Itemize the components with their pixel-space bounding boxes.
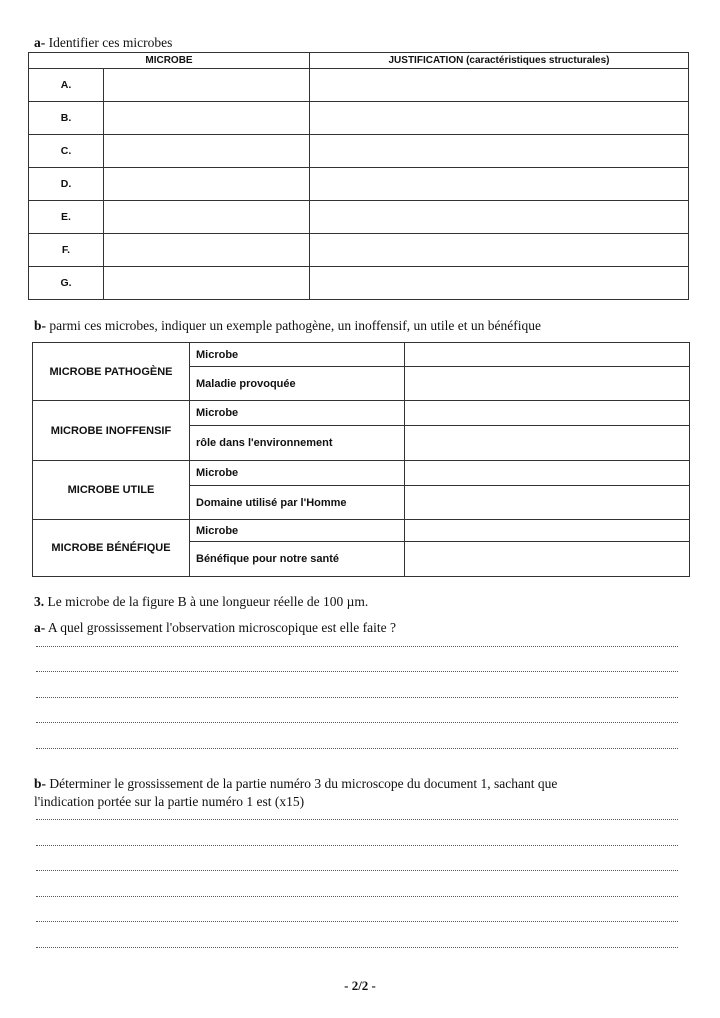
category-benefique: MICROBE BÉNÉFIQUE [33,520,190,577]
table-row [29,267,689,300]
justification-cell[interactable] [310,102,689,135]
header-justification: JUSTIFICATION (caractéristiques structurales) [310,53,689,69]
question-3a-label: a- [34,620,46,635]
table-row [29,69,689,102]
table-row [29,135,689,168]
table-row [33,520,690,542]
row-label: C. [29,135,104,168]
question-3b-label: b- [34,776,47,791]
sub-label: rôle dans l'environnement [190,426,405,461]
row-label: A. [29,69,104,102]
answer-line[interactable] [36,671,678,672]
sub-label: Microbe [190,343,405,367]
microbe-cell[interactable] [104,135,310,168]
answer-line[interactable] [36,896,678,897]
answer-line[interactable] [36,722,678,723]
question-3-number: 3. [34,594,45,609]
row-label: G. [29,267,104,300]
justification-cell[interactable] [310,267,689,300]
classification-table [32,342,690,577]
table-row [29,234,689,267]
microbe-cell[interactable] [104,267,310,300]
part-a-label: a- [34,35,46,50]
answer-line[interactable] [36,697,678,698]
answer-line[interactable] [36,819,678,820]
table-row [29,201,689,234]
question-3b-text-line1: Déterminer le grossissement de la partie numéro 3 du microscope du document 1, sachant que [46,776,558,791]
sub-label: Microbe [190,401,405,426]
answer-cell[interactable] [405,461,690,486]
category-pathogene: MICROBE PATHOGÈNE [33,343,190,401]
question-3-text: Le microbe de la figure B à une longueur réelle de 100 µm. [44,594,369,609]
justification-cell[interactable] [310,135,689,168]
table-row [29,102,689,135]
question-3a-text: A quel grossissement l'observation microscopique est elle faite ? [45,620,396,635]
question-3 [34,594,368,610]
answer-line[interactable] [36,921,678,922]
answer-line[interactable] [36,748,678,749]
row-label: F. [29,234,104,267]
answer-cell[interactable] [405,486,690,520]
microbe-cell[interactable] [104,234,310,267]
answer-cell[interactable] [405,520,690,542]
table-row [33,461,690,486]
table-row [33,401,690,426]
answer-cell[interactable] [405,343,690,367]
header-microbe: MICROBE [29,53,310,69]
page-number: - 2/2 - [344,978,376,993]
part-b-text: parmi ces microbes, indiquer un exemple pathogène, un inoffensif, un utile et un bénéfique [46,318,541,333]
justification-cell[interactable] [310,234,689,267]
justification-cell[interactable] [310,168,689,201]
answer-line[interactable] [36,845,678,846]
table-header-row [29,53,689,69]
answer-line[interactable] [36,646,678,647]
question-3b-text-line2: l'indication portée sur la partie numéro 1 est (x15) [34,794,305,809]
row-label: D. [29,168,104,201]
justification-cell[interactable] [310,69,689,102]
sub-label: Microbe [190,520,405,542]
microbe-cell[interactable] [104,201,310,234]
part-b-label: b- [34,318,47,333]
sub-label: Maladie provoquée [190,367,405,401]
justification-cell[interactable] [310,201,689,234]
row-label: E. [29,201,104,234]
category-utile: MICROBE UTILE [33,461,190,520]
table-row [29,168,689,201]
answer-cell[interactable] [405,426,690,461]
sub-label: Bénéfique pour notre santé [190,542,405,577]
table-row [33,343,690,367]
question-3b [34,776,557,792]
microbe-cell[interactable] [104,69,310,102]
sub-label: Microbe [190,461,405,486]
question-3a [34,620,396,636]
part-a-text: Identifier ces microbes [45,35,173,50]
answer-line[interactable] [36,947,678,948]
part-b-instruction [34,318,541,334]
answer-cell[interactable] [405,401,690,426]
microbe-cell[interactable] [104,168,310,201]
identification-table [28,52,689,300]
microbe-cell[interactable] [104,102,310,135]
part-a-instruction [34,35,172,51]
answer-cell[interactable] [405,367,690,401]
category-inoffensif: MICROBE INOFFENSIF [33,401,190,461]
row-label: B. [29,102,104,135]
sub-label: Domaine utilisé par l'Homme [190,486,405,520]
answer-line[interactable] [36,870,678,871]
answer-cell[interactable] [405,542,690,577]
